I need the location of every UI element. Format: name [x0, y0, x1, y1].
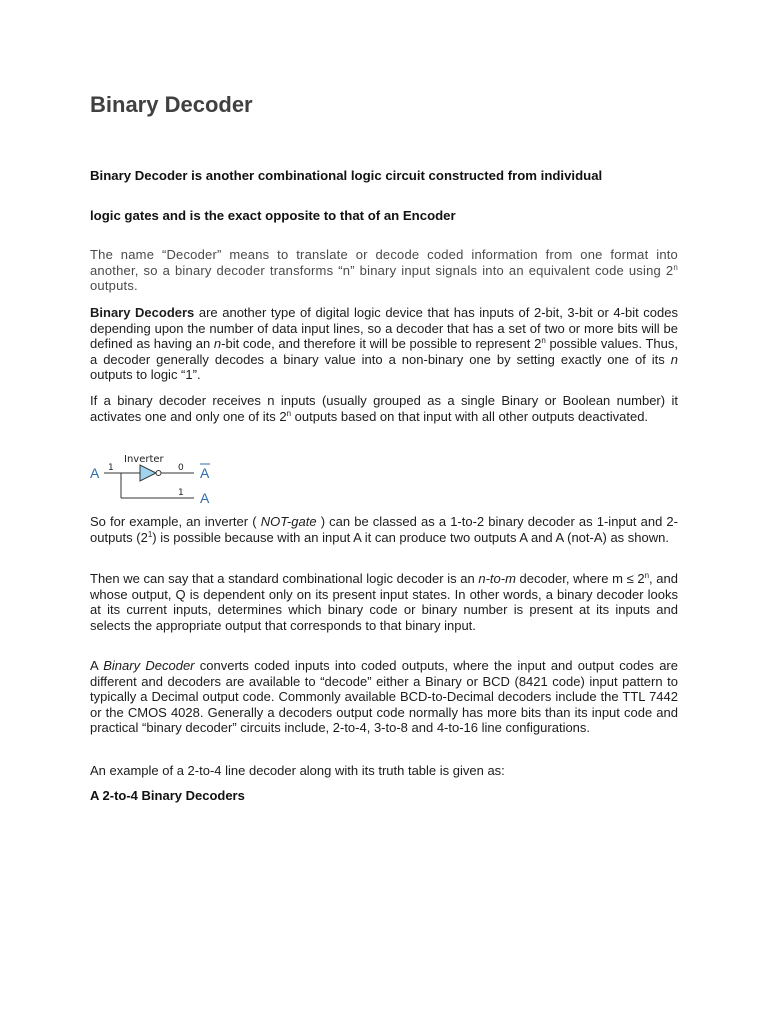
inverter-bubble: [156, 471, 161, 476]
paragraph-text: So for example, an inverter (: [90, 514, 261, 529]
inverter-diagram: [86, 448, 226, 508]
output-a-label: A: [200, 490, 210, 506]
superscript: n: [541, 336, 546, 345]
input-value-label: 1: [108, 463, 114, 473]
paragraph-bcd-decoders: [90, 658, 678, 736]
paragraph-text: If a binary decoder receives n inputs (usually grouped as a single Binary or Boolean number) it activates one and only one of its 2: [90, 393, 678, 424]
intro-line-1: Binary Decoder is another combinational logic circuit constructed from individual: [90, 168, 603, 183]
intro-line-2: logic gates and is the exact opposite to that of an Encoder: [90, 208, 456, 223]
superscript: n: [286, 408, 292, 418]
paragraph-text: possible values. Thus, a decoder generally decodes a binary value into a non-binary one by setting exactly one of its: [90, 336, 678, 367]
superscript: n: [644, 571, 650, 580]
output-not-a-label: A: [200, 465, 210, 481]
paragraph-binary-decoders: [90, 305, 678, 383]
paragraph-text: are another type of digital logic device that has inputs of 2-bit, 3-bit or 4-bit codes depending upon the number of data input lines, so a decoder that has a set of two or more bits will be defined as having an: [90, 305, 678, 351]
italic-term: Binary Decoder: [103, 658, 195, 673]
paragraph-example-intro: An example of a 2-to-4 line decoder along with its truth table is given as:: [90, 763, 505, 778]
paragraph-text: outputs.: [90, 278, 138, 293]
superscript: 1: [147, 529, 153, 539]
page-title: Binary Decoder: [90, 92, 253, 117]
paragraph-text: outputs based on that input with all other outputs deactivated.: [291, 408, 649, 424]
input-a-label: A: [90, 465, 100, 481]
paragraph-text: decoder, where m ≤ 2: [515, 571, 645, 586]
output-top-value-label: 0: [178, 463, 184, 473]
paragraph-n-to-m: [90, 571, 678, 633]
paragraph-inverter-example: [90, 514, 678, 545]
paragraph-text: -bit code, and therefore it will be possible to represent 2: [221, 336, 542, 351]
paragraph-text: converts coded inputs into coded outputs, where the input and output codes are different and decoders are available to “decode” either a Binary or BCD (8421 code) input pattern to typically a Decimal output code. Commonly available BCD-to-Decimal decoders include the TTL 7442 or the CMOS 4028. Generally a decoders output code normally has more bits than its input code and practical “binary decoder” circuits include, 2-to-4, 3-to-8 and 4-to-16 line configurations.: [90, 658, 678, 735]
italic-term: n: [670, 351, 678, 367]
paragraph-decoder-meaning: [90, 247, 678, 294]
inverter-label: Inverter: [124, 454, 164, 465]
paragraph-text: A: [90, 658, 104, 673]
paragraph-n-inputs: [90, 393, 678, 424]
inverter-gate-icon: [140, 465, 156, 481]
superscript: n: [673, 262, 678, 272]
italic-term: NOT-gate: [260, 514, 317, 529]
italic-term: n: [213, 336, 222, 351]
section-subheading: A 2-to-4 Binary Decoders: [90, 788, 245, 803]
bold-term: Binary Decoders: [90, 305, 195, 320]
paragraph-text: The name “Decoder” means to translate or decode coded information from one format into another, so a binary decoder transforms “n” binary input signals into an equivalent code using 2: [90, 247, 678, 278]
paragraph-text: , and whose output, Q is dependent only on its present input states. In other words, a binary decoder looks at its current inputs, determines which binary code or binary number is present at its inputs and selects the appropriate output that corresponds to that binary input.: [90, 571, 678, 633]
italic-term: n-to-m: [478, 571, 516, 586]
output-bottom-value-label: 1: [178, 488, 184, 498]
paragraph-text: ) is possible because with an input A it can produce two outputs A and A (not-A) as shown.: [152, 529, 669, 545]
paragraph-text: outputs to logic “1”.: [90, 367, 201, 382]
paragraph-text: Then we can say that a standard combinational logic decoder is an: [90, 571, 479, 586]
paragraph-text: ) can be classed as a 1-to-2 binary decoder as 1-input and 2-outputs (2: [90, 514, 678, 545]
